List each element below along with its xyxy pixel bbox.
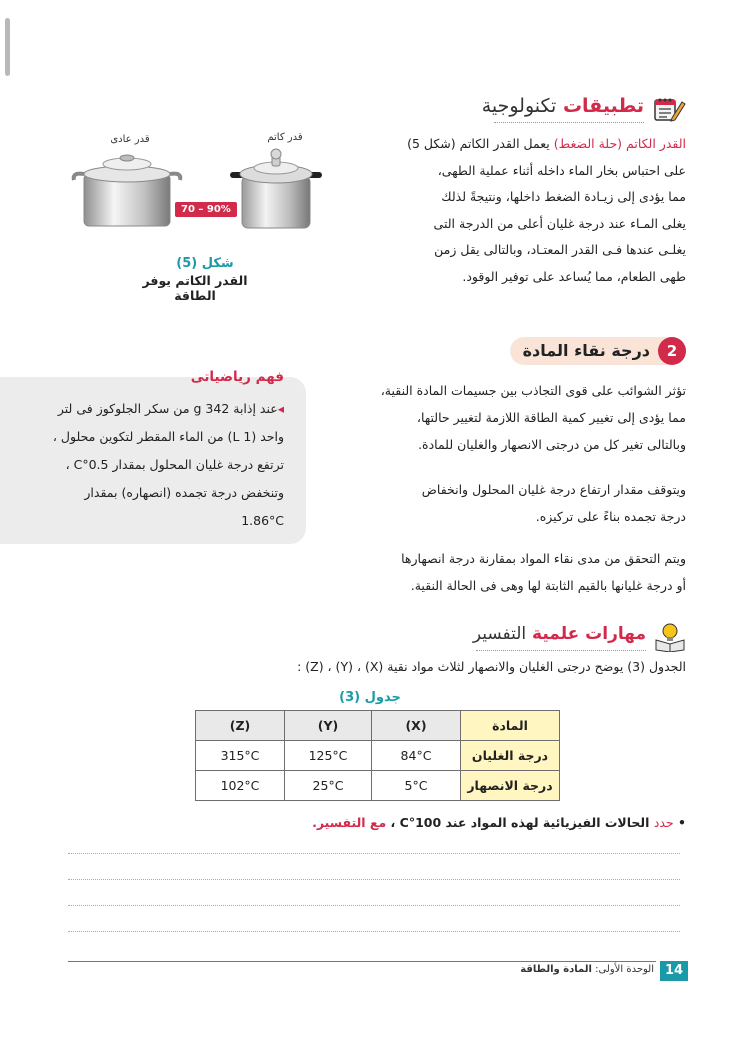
math-line-5: 1.86°C — [241, 513, 284, 528]
table-row — [196, 771, 560, 801]
table-caption: جدول (3) — [339, 690, 401, 705]
footer-unit-label — [520, 964, 654, 975]
tech-applications-title — [482, 95, 644, 117]
normal-pot-image — [70, 148, 184, 230]
purity-paragraph-2: ويتوقف مقدار ارتفاع درجة غليان المحلول وانخفاض درجة تجمده بناءً على تركيزه. — [421, 482, 686, 524]
answer-line[interactable] — [68, 905, 680, 906]
heading-underline — [494, 122, 644, 123]
row-label-boiling: درجة الغليان — [461, 741, 560, 771]
math-line-1: ◂عند إذابة 342 g من سكر الجلوكوز فى لتر — [57, 401, 284, 416]
pressure-pot-label: قدر كاتم — [267, 132, 303, 143]
para-line-1: القدر الكاتم (حلة الضغط) يعمل القدر الكاتم (شكل 5) — [407, 136, 686, 151]
math-line-2: واحد (1 L) من الماء المقطر لتكوين محلول ، — [52, 429, 284, 444]
section-2-heading — [510, 337, 686, 365]
skills-underline — [476, 650, 646, 651]
math-understanding-box — [0, 369, 306, 544]
pressure-cooker-image — [228, 146, 324, 234]
table-header-row — [196, 711, 560, 741]
purity-paragraph-1: تؤثر الشوائب على قوى التجاذب بين جسيمات المادة النقية، مما يؤدى إلى تغيير كمية الطاقة اللازمة لتغيير حالتها، وبالتالى تغير كل من درجتى الانصهار والغليان للمادة. — [380, 383, 686, 452]
cell-x-melting: 5°C — [372, 771, 461, 801]
cell-x-boiling: 84°C — [372, 741, 461, 771]
pressure-cooker-paragraph — [386, 131, 686, 290]
question-tail: مع التفسير. — [312, 815, 387, 830]
cell-z-melting: 102°C — [196, 771, 285, 801]
title-accent: تطبيقات — [562, 95, 644, 117]
lightbulb-book-icon — [654, 622, 686, 652]
table-intro: الجدول (3) يوضح درجتى الغليان والانصهار لثلاث مواد نقية (X) ، (Y) ، (Z) : — [297, 659, 686, 674]
math-line-4: وتنخفض درجة تجمده (انصهاره) بمقدار — [84, 485, 284, 500]
header-x: (X) — [372, 711, 461, 741]
title-plain: تكنولوجية — [481, 95, 557, 117]
scrollbar[interactable] — [5, 18, 10, 76]
header-z: (Z) — [196, 711, 285, 741]
math-line-3: ترتفع درجة غليان المحلول بمقدار 0.5°C ، — [65, 457, 284, 472]
cell-y-boiling: 125°C — [285, 741, 372, 771]
pressure-cooker-term: القدر الكاتم (حلة الضغط) — [553, 136, 686, 151]
skills-title-accent: مهارات علمية — [532, 624, 646, 644]
boiling-melting-table — [195, 710, 560, 801]
notepad-pencil-icon — [652, 94, 686, 124]
question — [226, 815, 686, 830]
skills-title — [473, 624, 646, 644]
figure-caption-number: شكل (5) — [176, 256, 234, 271]
table-container — [195, 710, 560, 801]
para-line-2: على احتباس بخار الماء داخله أثناء عملية الطهى، — [437, 162, 686, 178]
row-label-melting: درجة الانصهار — [461, 771, 560, 801]
cell-z-boiling: 315°C — [196, 741, 285, 771]
purity-paragraph-3: ويتم التحقق من مدى نقاء المواد بمقارنة درجة انصهارها أو درجة غليانها بالقيم الثابتة لها وهى فى الحالة النقية. — [401, 551, 686, 593]
para-line-6: طهى الطعام، مما يُساعد على توفير الوقود. — [462, 268, 686, 284]
para-line-5: يغلـى عندها فـى القدر المعتـاد، وبالتالى يقل زمن — [434, 242, 686, 257]
question-bullet: • — [678, 815, 686, 830]
cell-y-melting: 25°C — [285, 771, 372, 801]
section-2-title: درجة نقاء المادة — [522, 341, 650, 360]
para-line-4: يغلى المـاء عند درجة غليان أعلى من الدرجة التى — [433, 215, 686, 231]
question-verb: حدد — [653, 815, 674, 830]
footer-rule — [68, 961, 656, 962]
answer-line[interactable] — [68, 879, 680, 880]
header-substance: المادة — [461, 711, 560, 741]
answer-line[interactable] — [68, 931, 680, 932]
figure-caption-text: القدر الكاتم يوفر الطاقة — [142, 273, 248, 303]
normal-pot-label: قدر عادى — [110, 134, 150, 145]
section-number-badge: 2 — [658, 337, 686, 365]
scientific-skills-heading — [466, 620, 686, 650]
math-box-text — [4, 395, 284, 535]
skills-title-plain: التفسير — [472, 624, 527, 644]
para-line-3: مما يؤدى إلى زيـادة الضغط داخلها، ونتيجةً لذلك — [441, 189, 686, 204]
footer-unit: الوحدة الأولى: — [595, 964, 654, 975]
table-row — [196, 741, 560, 771]
energy-savings-badge: 70 – 90% — [175, 202, 237, 217]
math-box-title: فهم رياضياتى — [190, 369, 284, 385]
triangle-bullet-icon: ◂ — [277, 401, 284, 416]
answer-line[interactable] — [68, 853, 680, 854]
header-y: (Y) — [285, 711, 372, 741]
question-main: الحالات الفيزيائية لهذه المواد عند 100°C ، — [390, 815, 650, 830]
tech-applications-heading — [481, 92, 686, 124]
footer-unit-title: المادة والطاقة — [520, 964, 592, 975]
page-number: 14 — [660, 961, 688, 981]
